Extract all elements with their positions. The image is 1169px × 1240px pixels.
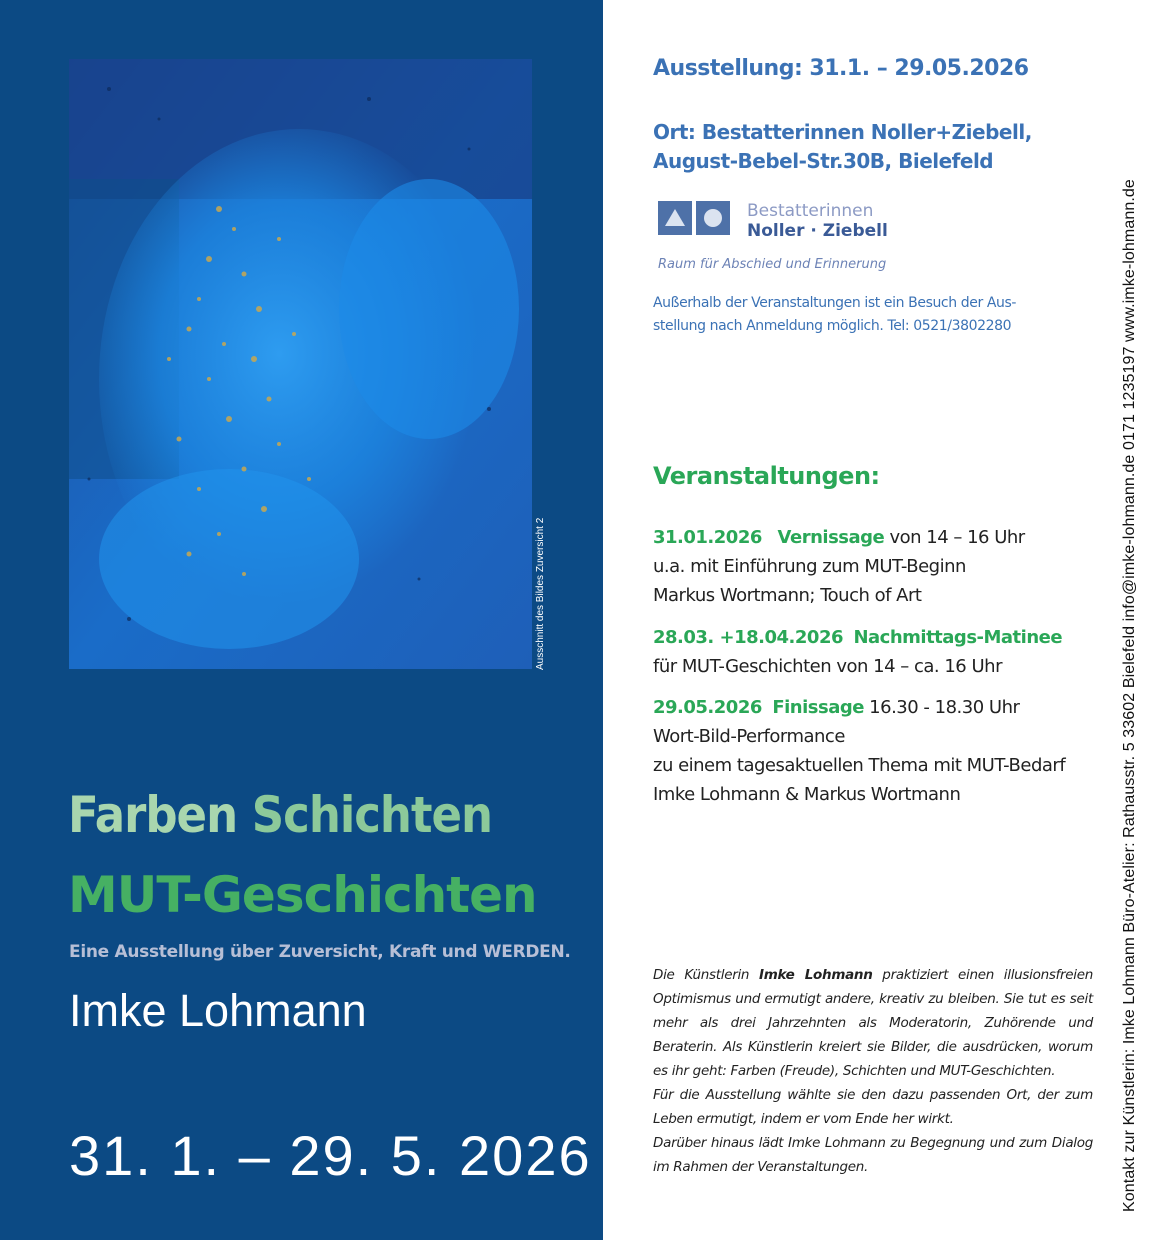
event-name: Finissage [772,697,864,718]
title-line-2: MUT-Geschichten [68,866,537,924]
event-finissage [653,693,1065,809]
contact-info-vertical: Kontakt zur Künstlerin: Imke Lohmann Büro-Atelier: Rathausstr. 5 33602 Bielefeld info@imke-lohmann.de 0171 1235197 www.imke-lohmann.de [1121,179,1138,1212]
logo-line-1: Bestatterinnen [747,201,874,221]
event-detail: Imke Lohmann & Markus Wortmann [653,784,961,805]
bio-paragraph-2: Für die Ausstellung wählte sie den dazu passenden Ort, der zum Leben ermutigt, indem er vom Ende her wirkt. [653,1087,1093,1127]
bio-paragraph-3: Darüber hinaus lädt Imke Lohmann zu Begegnung und zum Dialog im Rahmen der Veranstaltungen. [653,1135,1093,1175]
location-line-2: August-Bebel-Str.30B, Bielefeld [653,149,994,173]
event-time: von 14 – 16 Uhr [884,527,1025,548]
event-detail: Markus Wortmann; Touch of Art [653,585,922,606]
event-date: 29.05.2026 [653,697,762,718]
event-detail: zu einem tagesaktuellen Thema mit MUT-Bedarf [653,755,1066,776]
logo-line-2: Noller · Ziebell [747,221,888,241]
painting [69,59,532,669]
event-detail: u.a. mit Einführung zum MUT-Beginn [653,556,966,577]
event-date: 28.03. +18.04.2026 [653,627,843,648]
title-word-farben: Farben [68,786,238,844]
exhibition-heading: Ausstellung: 31.1. – 29.05.2026 [653,56,1029,81]
artist-bio [653,963,1093,1179]
title-word-schichten: Schichten [251,786,493,844]
artwork-image [69,59,532,669]
logo-tagline: Raum für Abschied und Erinnerung [658,257,887,272]
bio-text: Die Künstlerin [653,967,759,983]
triangle-icon [665,209,685,226]
event-matinee [653,623,1062,681]
event-name: Nachmittags-Matinee [853,627,1063,648]
event-time: 16.30 - 18.30 Uhr [863,697,1020,718]
event-vernissage [653,523,1025,610]
circle-icon [704,209,722,227]
subtitle: Eine Ausstellung über Zuversicht, Kraft und WERDEN. [69,942,571,962]
bio-paragraph-1 [653,963,1093,1083]
artist-name: Imke Lohmann [69,985,367,1036]
location [653,118,1032,176]
title-line-1 [68,786,492,844]
visit-line-2: stellung nach Anmeldung möglich. Tel: 0521/3802280 [653,318,1012,334]
event-detail: für MUT-Geschichten von 14 – ca. 16 Uhr [653,656,1002,677]
event-date: 31.01.2026 [653,527,762,548]
events-heading: Veranstaltungen: [653,462,880,490]
location-line-1: Ort: Bestatterinnen Noller+Ziebell, [653,120,1032,144]
funeral-home-logo [654,197,888,277]
artwork-caption: Ausschnitt des Bildes Zuversicht 2 [535,517,546,670]
event-detail: Wort-Bild-Performance [653,726,845,747]
bio-text: praktiziert einen illusionsfreien Optimismus und ermutigt andere, kreativ zu bleiben. Sie tut es seit mehr als drei Jahrzehnten als Moderatorin, Zuhörende und Beraterin. Als Künstlerin kreiert sie Bilder, die ausdrücken, worum es ihr geht: Farben (Freude), Schichten und MUT-Geschichten. [653,967,1093,1079]
exhibition-dates: 31. 1. – 29. 5. 2026 [69,1124,592,1187]
visit-line-1: Außerhalb der Veranstaltungen ist ein Besuch der Aus- [653,295,1017,311]
event-name: Vernissage [777,527,885,548]
bio-artist-name: Imke Lohmann [758,967,873,983]
visit-info [653,292,1016,338]
